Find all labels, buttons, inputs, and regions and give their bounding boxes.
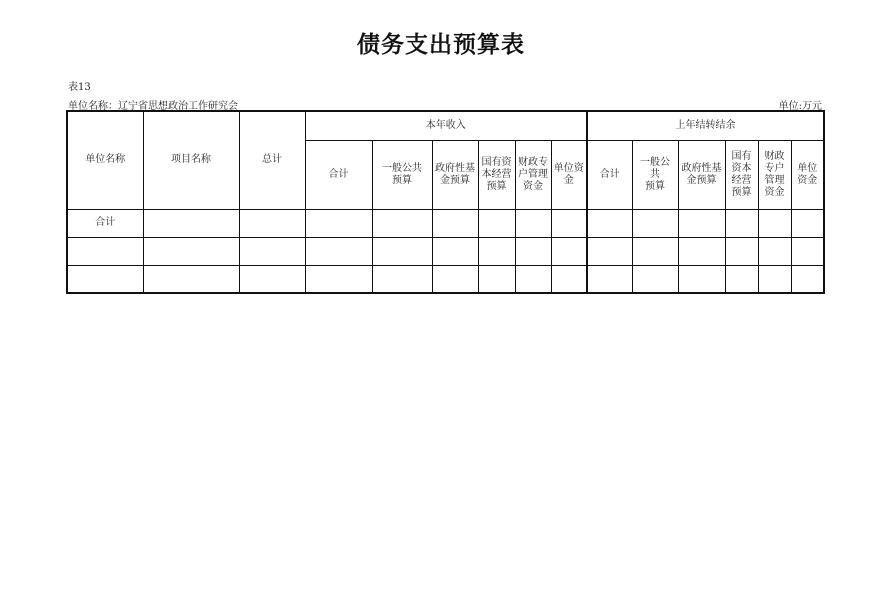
header-carryover-unit-fund: 单位 资金 <box>791 140 824 209</box>
header-current-state-capital: 国有资 本经营 预算 <box>478 140 515 209</box>
header-carryover: 上年结转结余 <box>587 111 824 140</box>
header-current-gov-fund: 政府性基 金预算 <box>432 140 478 209</box>
row-unit-name <box>67 237 143 265</box>
header-current-general: 一般公共 预算 <box>372 140 432 209</box>
header-total: 总计 <box>239 111 305 209</box>
header-current-total: 合计 <box>305 140 372 209</box>
header-carryover-general: 一般公 共 预算 <box>632 140 678 209</box>
table-row <box>67 209 824 237</box>
form-number: 表13 <box>68 82 91 93</box>
header-project-name: 项目名称 <box>143 111 239 209</box>
currency-unit-label: 单位:万元 <box>778 101 822 112</box>
header-current-special-mgmt: 财政专 户管理 资金 <box>515 140 551 209</box>
unit-name-label: 单位名称：辽宁省思想政治工作研究会 <box>68 101 238 112</box>
debt-expenditure-table <box>66 110 825 294</box>
row-project-name <box>143 237 239 265</box>
header-unit-name: 单位名称 <box>67 111 143 209</box>
header-carryover-total: 合计 <box>587 140 632 209</box>
table-row <box>67 265 824 293</box>
header-carryover-state-capital: 国有 资本 经营 预算 <box>725 140 758 209</box>
row-project-name <box>143 209 239 237</box>
header-row-groups <box>67 111 824 140</box>
header-current-unit-fund: 单位资 金 <box>551 140 587 209</box>
header-carryover-special-mgmt: 财政 专户 管理 资金 <box>758 140 791 209</box>
header-carryover-gov-fund: 政府性基 金预算 <box>678 140 725 209</box>
header-current-income: 本年收入 <box>305 111 587 140</box>
page-title: 债务支出预算表 <box>357 32 525 58</box>
table-row <box>67 237 824 265</box>
row-unit-name <box>67 265 143 293</box>
row-project-name <box>143 265 239 293</box>
row-unit-name: 合计 <box>67 209 143 237</box>
